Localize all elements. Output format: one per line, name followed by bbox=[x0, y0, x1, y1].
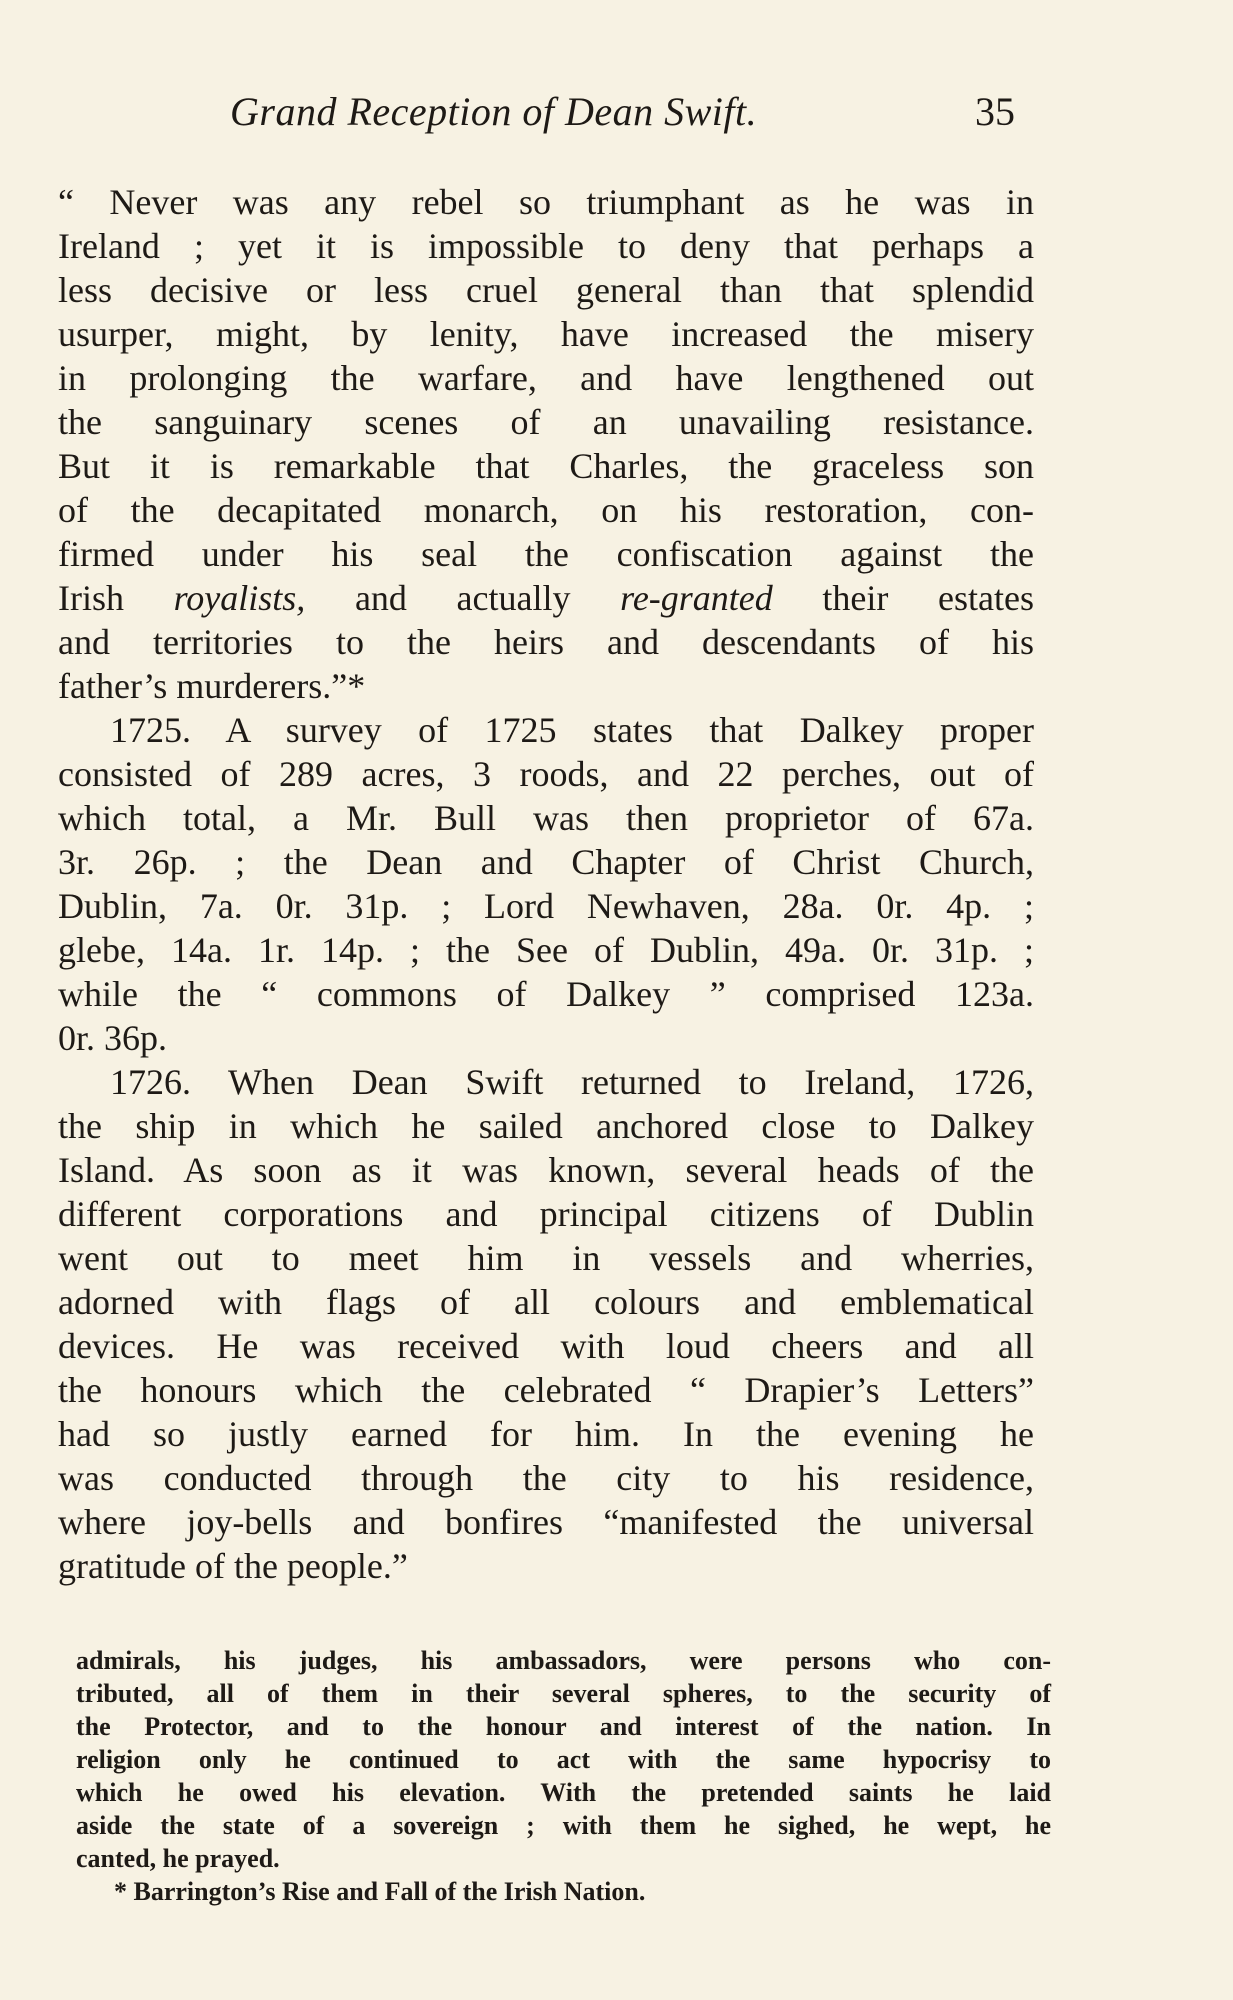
text-line: 3r. 26p. ; the Dean and Chapter of Christ Church, bbox=[58, 842, 1034, 882]
footnote-line: religion only he continued to act with the same hypocrisy to bbox=[76, 1745, 1051, 1774]
text-segment: their estates bbox=[772, 578, 1034, 618]
text-line: the sanguinary scenes of an unavailing resistance. bbox=[58, 402, 1034, 442]
text-line: and territories to the heirs and descendants of his bbox=[58, 622, 1034, 662]
text-line: glebe, 14a. 1r. 14p. ; the See of Dublin, 49a. 0r. 31p. ; bbox=[58, 930, 1034, 970]
italic-royalists: royalists, bbox=[173, 578, 306, 618]
footnote-line: admirals, his judges, his ambassadors, were persons who con- bbox=[76, 1646, 1051, 1675]
text-line: But it is remarkable that Charles, the graceless son bbox=[58, 446, 1034, 486]
text-line: the ship in which he sailed anchored close to Dalkey bbox=[58, 1106, 1034, 1146]
text-line: Island. As soon as it was known, several heads of the bbox=[58, 1150, 1034, 1190]
footnote bbox=[76, 1644, 1051, 1908]
italic-re-granted: re-granted bbox=[620, 578, 773, 618]
text-line: in prolonging the warfare, and have lengthened out bbox=[58, 358, 1034, 398]
text-line: usurper, might, by lenity, have increased the misery bbox=[58, 314, 1034, 354]
text-line: father’s murderers.”* bbox=[58, 666, 366, 706]
text-line: while the “ commons of Dalkey ” comprised 123a. bbox=[58, 974, 1034, 1014]
text-line: gratitude of the people.” bbox=[58, 1546, 408, 1586]
text-line: the honours which the celebrated “ Drapier’s Letters” bbox=[58, 1370, 1034, 1410]
text-line: 0r. 36p. bbox=[58, 1018, 168, 1058]
text-line bbox=[58, 576, 1034, 620]
text-line: 1725. A survey of 1725 states that Dalkey proper bbox=[110, 710, 1034, 750]
text-line: different corporations and principal citizens of Dublin bbox=[58, 1194, 1034, 1234]
text-line: was conducted through the city to his residence, bbox=[58, 1458, 1034, 1498]
page-number: 35 bbox=[975, 89, 1015, 134]
footnote-citation: * Barrington’s Rise and Fall of the Irish Nation. bbox=[114, 1877, 646, 1906]
text-line: went out to meet him in vessels and wherries, bbox=[58, 1238, 1034, 1278]
running-head bbox=[0, 88, 1233, 138]
footnote-line: the Protector, and to the honour and interest of the nation. In bbox=[76, 1712, 1051, 1741]
footnote-line: which he owed his elevation. With the pretended saints he laid bbox=[76, 1778, 1051, 1807]
text-segment: Irish bbox=[58, 578, 174, 618]
text-line: of the decapitated monarch, on his restoration, con- bbox=[58, 490, 1034, 530]
text-line: Dublin, 7a. 0r. 31p. ; Lord Newhaven, 28a. 0r. 4p. ; bbox=[58, 886, 1034, 926]
text-line: devices. He was received with loud cheers and all bbox=[58, 1326, 1034, 1366]
text-line: adorned with flags of all colours and emblematical bbox=[58, 1282, 1034, 1322]
text-line: where joy-bells and bonfires “manifested the universal bbox=[58, 1502, 1034, 1542]
text-line: firmed under his seal the confiscation against the bbox=[58, 534, 1034, 574]
text-segment: and actually bbox=[305, 578, 621, 618]
footnote-line: aside the state of a sovereign ; with them he sighed, he wept, he bbox=[76, 1811, 1051, 1840]
footnote-line: tributed, all of them in their several spheres, to the security of bbox=[76, 1679, 1051, 1708]
text-line: which total, a Mr. Bull was then proprietor of 67a. bbox=[58, 798, 1034, 838]
main-text bbox=[58, 180, 1034, 1588]
text-line: 1726. When Dean Swift returned to Ireland, 1726, bbox=[110, 1062, 1034, 1102]
running-title: Grand Reception of Dean Swift. bbox=[230, 89, 758, 134]
text-line: less decisive or less cruel general than that splendid bbox=[58, 270, 1034, 310]
text-line: had so justly earned for him. In the evening he bbox=[58, 1414, 1034, 1454]
footnote-line: canted, he prayed. bbox=[76, 1844, 280, 1873]
text-line: “ Never was any rebel so triumphant as he was in bbox=[58, 182, 1034, 222]
text-line: consisted of 289 acres, 3 roods, and 22 perches, out of bbox=[58, 754, 1034, 794]
text-line: Ireland ; yet it is impossible to deny that perhaps a bbox=[58, 226, 1034, 266]
